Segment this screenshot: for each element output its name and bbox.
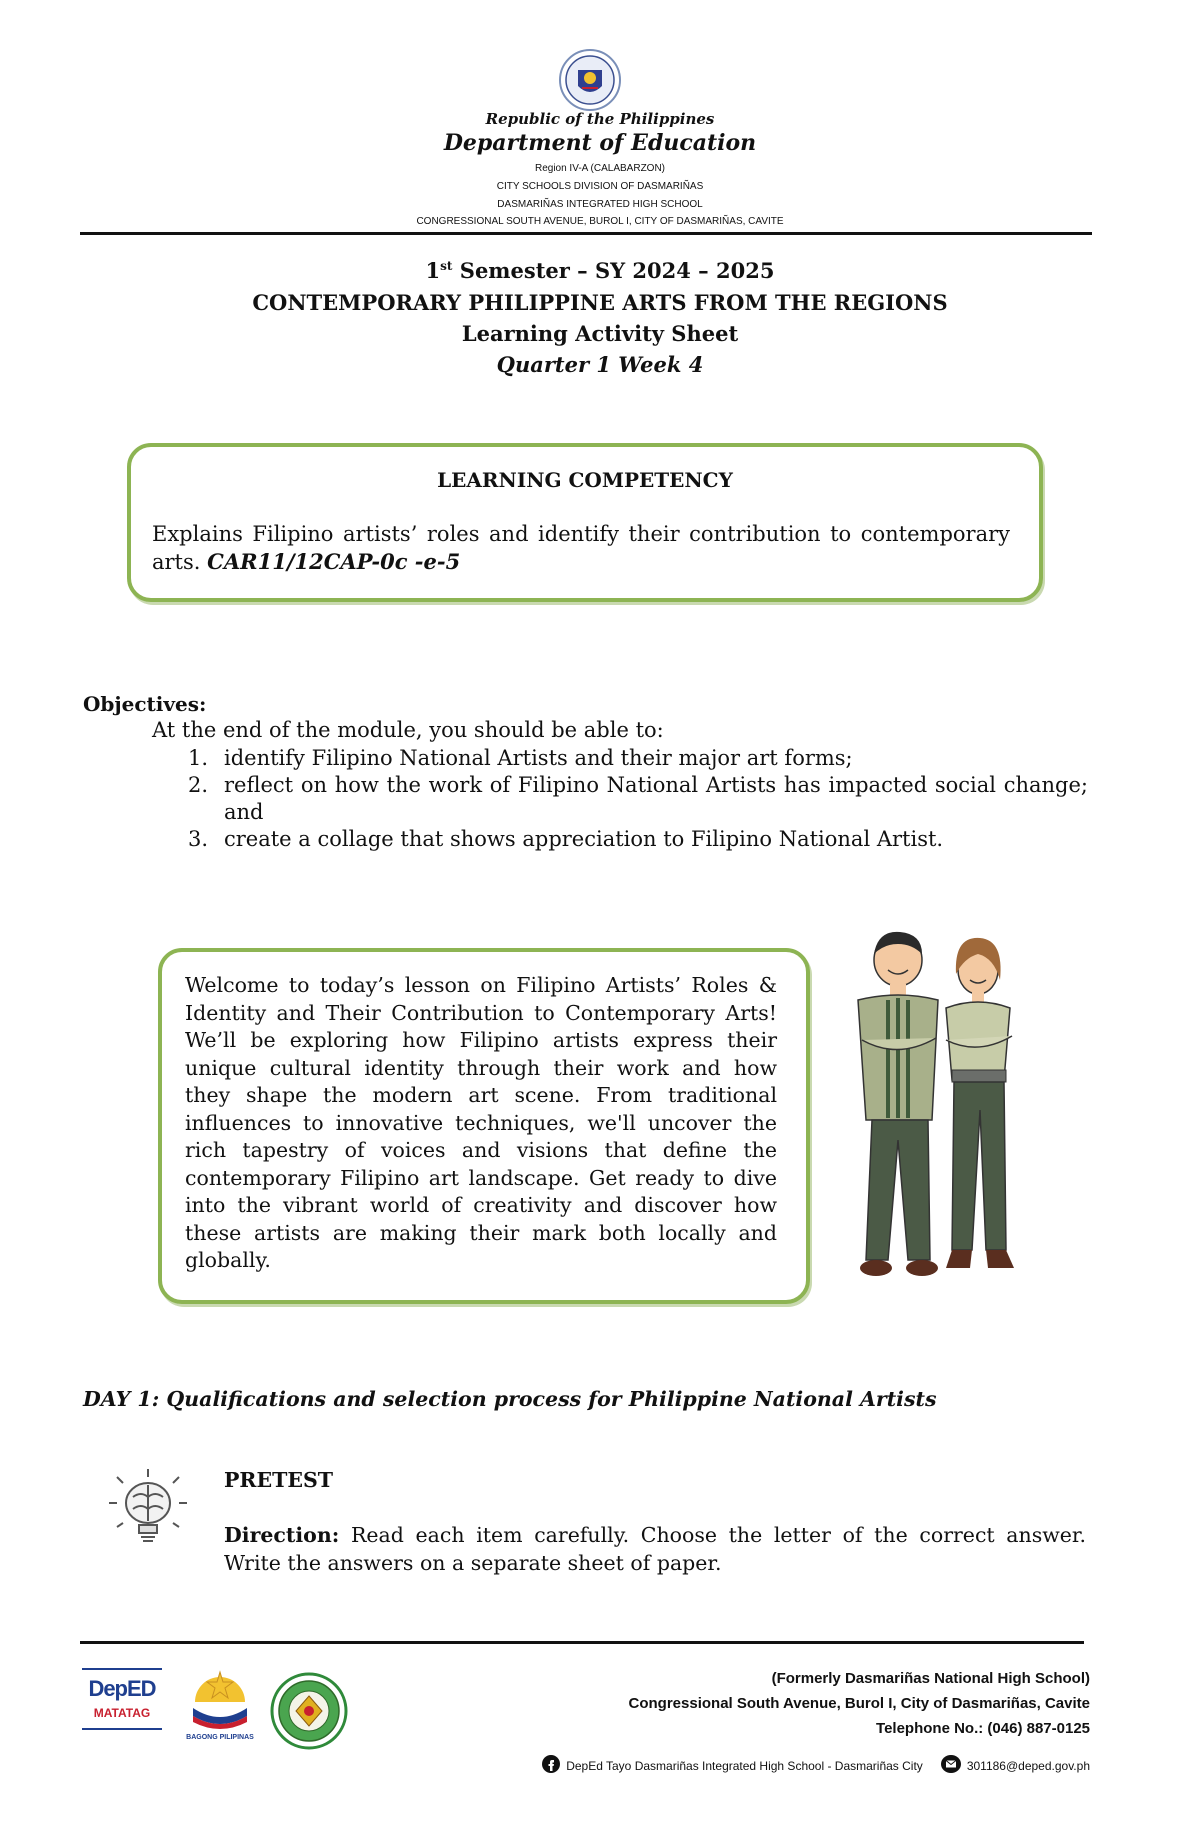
footer-divider: [80, 1641, 1084, 1644]
competency-code: CAR11/12CAP-0c -e-5: [207, 549, 461, 574]
email-icon: [941, 1755, 961, 1776]
facebook-link[interactable]: DepEd Tayo Dasmariñas Integrated High School - Dasmariñas City: [566, 1758, 923, 1773]
day1-title: DAY 1: Qualifications and selection process for Philippine National Artists: [83, 1387, 937, 1411]
pretest-heading: PRETEST: [224, 1468, 334, 1492]
header-divider: [80, 232, 1092, 235]
objective-item: 2. reflect on how the work of Filipino National Artists has impacted social change; and: [188, 773, 1088, 824]
objectives-heading: Objectives:: [83, 692, 207, 716]
sheet-title: Learning Activity Sheet: [461, 321, 739, 346]
pretest-direction: Direction: Read each item carefully. Choose the letter of the correct answer. Write the answers on a separate sheet of paper.: [224, 1523, 1086, 1575]
subject-title: CONTEMPORARY PHILIPPINE ARTS FROM THE REGIONS: [252, 290, 948, 315]
objective-item: 1. identify Filipino National Artists and their major art forms;: [188, 746, 853, 770]
school-seal: [270, 1672, 348, 1750]
objectives-list: [188, 745, 1088, 853]
objectives-intro: At the end of the module, you should be able to:: [152, 718, 664, 742]
semester-line: 1st Semester – SY 2024 – 2025: [425, 258, 775, 283]
footer-telephone: Telephone No.: (046) 887-0125: [876, 1720, 1090, 1737]
republic-line: Republic of the Philippines: [485, 110, 715, 128]
competency-heading: LEARNING COMPETENCY: [437, 468, 733, 492]
woman-figure: [946, 938, 1014, 1268]
division-line: CITY SCHOOLS DIVISION OF DASMARIÑAS: [496, 181, 704, 192]
lightbulb-brain-icon: [103, 1465, 193, 1555]
objective-item: 3. create a collage that shows appreciation to Filipino National Artist.: [188, 827, 944, 851]
students-illustration: [828, 930, 1038, 1290]
deped-matatag-logo: DepED MATATAG: [82, 1668, 162, 1748]
email-link[interactable]: 301186@deped.gov.ph: [966, 1758, 1090, 1773]
department-line: Department of Education: [443, 130, 757, 156]
man-figure: [858, 932, 938, 1276]
quarter-title: Quarter 1 Week 4: [496, 352, 704, 377]
bagong-pilipinas-logo: BAGONG PILIPINAS: [180, 1668, 260, 1752]
footer-formerly: (Formerly Dasmariñas National High School): [771, 1670, 1090, 1687]
deped-seal: [558, 48, 622, 112]
competency-text: Explains Filipino artists’ roles and identify their contribution to contemporary arts. CAR11/12CAP-0c -e-5: [152, 522, 1010, 574]
address-line: CONGRESSIONAL SOUTH AVENUE, BUROL I, CITY OF DASMARIÑAS, CAVITE: [416, 216, 784, 227]
footer-address: Congressional South Avenue, Burol I, City of Dasmariñas, Cavite: [628, 1695, 1090, 1712]
facebook-icon: [542, 1755, 560, 1776]
region-line: Region IV-A (CALABARZON): [534, 163, 666, 174]
school-line: DASMARIÑAS INTEGRATED HIGH SCHOOL: [497, 199, 703, 210]
footer-contacts: [542, 1755, 1090, 1776]
welcome-text: Welcome to today’s lesson on Filipino Artists’ Roles & Identity and Their Contribution to Contemporary Arts! We’ll be exploring how Filipino artists express their unique cultural identity through their work and how they shape the modern art scene. From traditional influences to innovative techniques, we'll uncover the rich tapestry of voices and visions that define the contemporary Filipino art landscape. Get ready to dive into the vibrant world of creativity and discover how these artists are making their mark both locally and globally.: [185, 973, 777, 1272]
